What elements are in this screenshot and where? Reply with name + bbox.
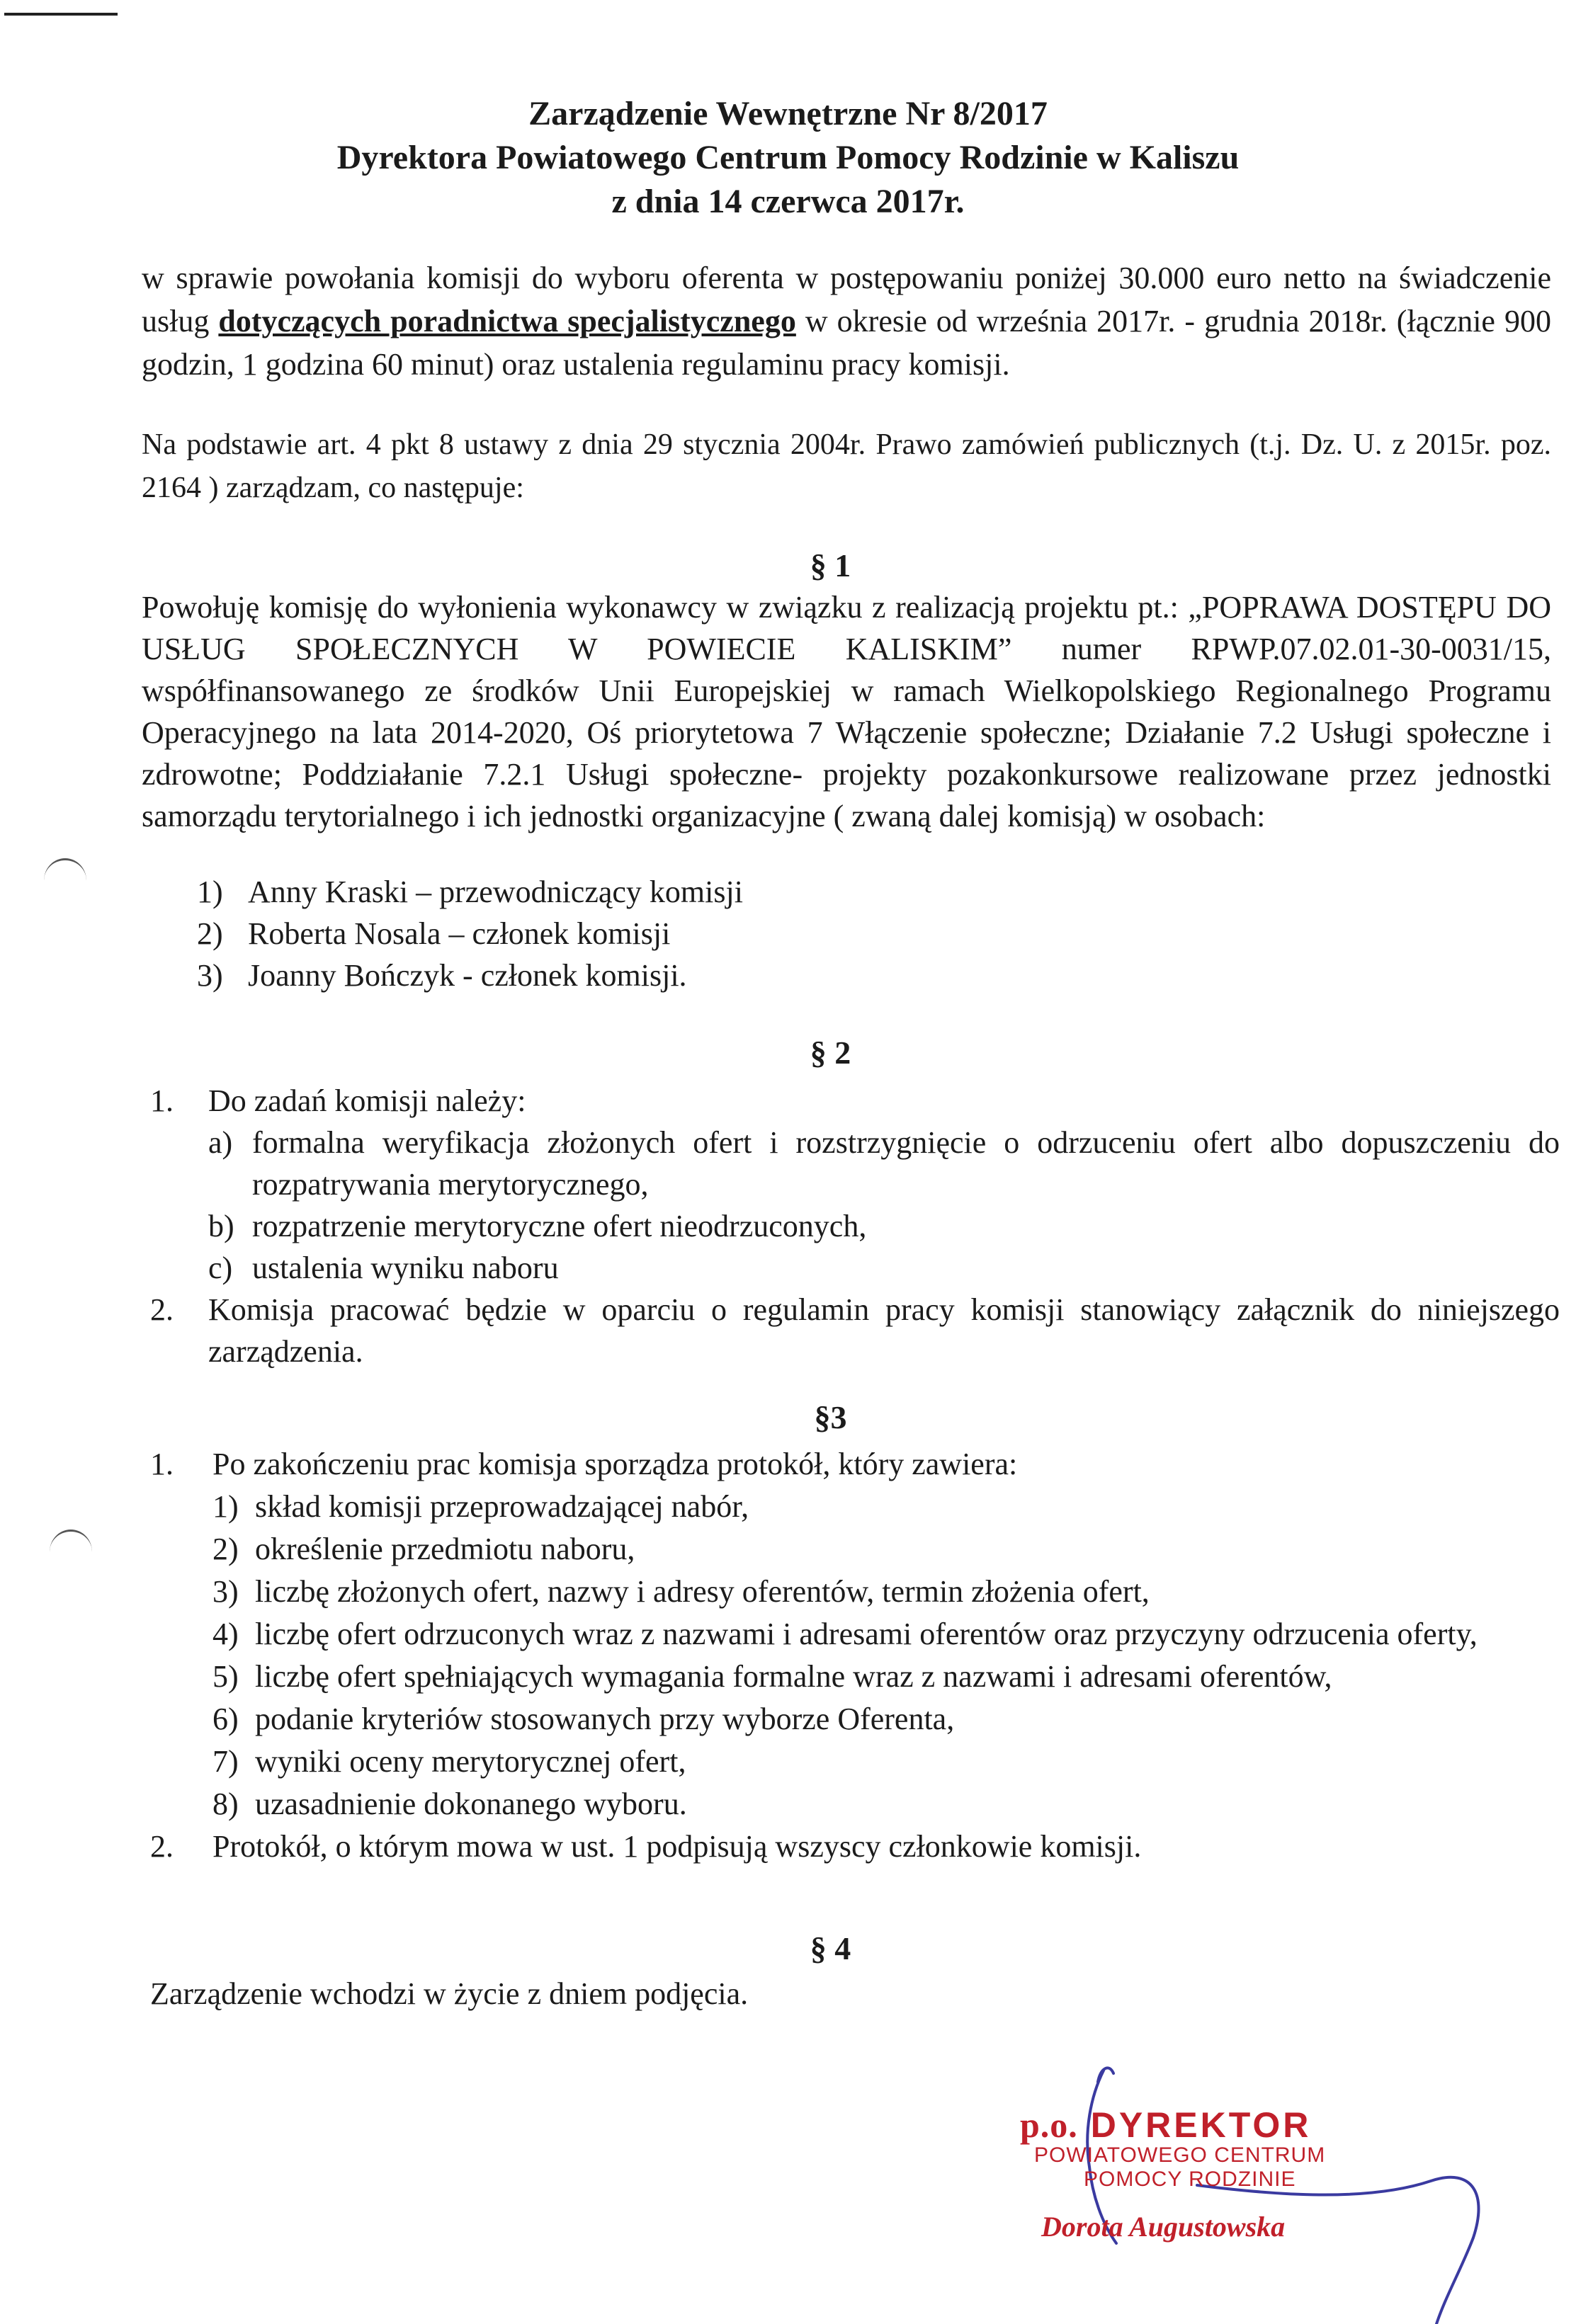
protocol-item-text: skład komisji przeprowadzającej nabór, [255, 1489, 749, 1524]
list-number: 2) [212, 1532, 239, 1566]
list-item [212, 1571, 1560, 1613]
header-date: z dnia 14 czerwca 2017r. [611, 183, 965, 220]
committee-tasks-list [208, 1122, 1560, 1289]
list-item [150, 1080, 1560, 1289]
protocol-item-text: uzasadnienie dokonanego wyboru. [255, 1787, 687, 1821]
section-2-mark: § 2 [810, 1035, 851, 1071]
member-text: Joanny Bończyk - członek komisji. [248, 958, 687, 993]
stamp-title [1020, 2107, 1374, 2143]
list-item [212, 1741, 1560, 1783]
list-letter: c) [208, 1251, 233, 1285]
list-item [208, 1122, 1560, 1205]
protocol-item-text: wyniki oceny merytorycznej ofert, [255, 1744, 686, 1779]
committee-members-list [197, 871, 834, 996]
member-text: Anny Kraski – przewodniczący komisji [248, 875, 743, 909]
protocol-item-text: liczbę ofert odrzuconych wraz z nazwami i adresami oferentów oraz przyczyny odrzucenia oferty, [255, 1617, 1478, 1651]
list-item [197, 871, 834, 913]
list-item [150, 1443, 1560, 1825]
item-text: Komisja pracować będzie w oparciu o regulamin pracy komisji stanowiący załącznik do niniejszego zarządzenia. [208, 1292, 1560, 1369]
stamp-role: DYREKTOR [1090, 2105, 1312, 2145]
list-item [150, 1289, 1560, 1372]
punch-hole-mark [44, 858, 86, 903]
item-text: Protokół, o którym mowa w ust. 1 podpisują wszyscy członkowie komisji. [212, 1829, 1142, 1864]
protocol-contents-list [212, 1486, 1560, 1825]
list-number: 1. [150, 1083, 174, 1118]
protocol-item-text: liczbę ofert spełniających wymagania formalne wraz z nazwami i adresami oferentów, [255, 1659, 1332, 1694]
list-number: 1) [197, 875, 223, 909]
section-3-mark: §3 [814, 1399, 847, 1435]
stamp-prefix: p.o. [1020, 2105, 1078, 2145]
subject-emphasis: dotyczących poradnictwa specjalistycznego [218, 304, 796, 338]
task-text: formalna weryfikacja złożonych ofert i rozstrzygnięcie o odrzuceniu ofert albo dopuszczeniu do rozpatrywania merytorycznego, [252, 1125, 1560, 1202]
list-number: 3) [212, 1574, 239, 1609]
stamp-org-line-1: POWIATOWEGO CENTRUM [1034, 2143, 1326, 2167]
section-1-text: Powołuję komisję do wyłonienia wykonawcy w związku z realizacją projektu pt.: „POPRAWA DOSTĘPU DO USŁUG SPOŁECZNYCH W POWIECIE KALISKIM” numer RPWP.07.02.01-30-0031/15, współfinansowanego ze środków Unii Europejskiej w ramach Wielkopolskiego Regionalnego Programu Operacyjnego na lata 2014-2020, Oś priorytetowa 7 Włączenie społeczne; Działanie 7.2 Usługi społeczne i zdrowotne; Poddziałanie 7.2.1 Usługi społeczne- projekty pozakonkursowe realizowane przez jednostki samorządu terytorialnego i ich jednostki organizacyjne ( zwaną dalej komisją) w osobach: [142, 590, 1551, 833]
protocol-item-text: podanie kryteriów stosowanych przy wyborze Oferenta, [255, 1702, 955, 1736]
list-number: 5) [212, 1659, 239, 1694]
list-number: 3) [197, 958, 223, 993]
header-issuer: Dyrektora Powiatowego Centrum Pomocy Rodzinie w Kaliszu [336, 139, 1240, 176]
list-number: 6) [212, 1702, 239, 1736]
list-item [197, 913, 834, 955]
member-text: Roberta Nosala – członek komisji [248, 916, 671, 951]
section-1-mark: § 1 [810, 547, 851, 583]
list-number: 2. [150, 1829, 174, 1864]
section-4-mark: § 4 [810, 1930, 851, 1966]
list-item [212, 1528, 1560, 1571]
list-number: 4) [212, 1617, 239, 1651]
protocol-item-text: określenie przedmiotu naboru, [255, 1532, 635, 1566]
list-number: 2. [150, 1292, 174, 1327]
section-2-list [150, 1080, 1560, 1372]
stamp-name: Dorota Augustowska [1041, 2211, 1286, 2243]
header-title: Zarządzenie Wewnętrzne Nr 8/2017 [528, 95, 1048, 132]
list-item [208, 1205, 1560, 1247]
list-item [197, 955, 834, 996]
legal-basis-paragraph: Na podstawie art. 4 pkt 8 ustawy z dnia 29 stycznia 2004r. Prawo zamówień publicznych (t.j. Dz. U. z 2015r. poz. 2164 ) zarządzam, co następuje: [142, 428, 1551, 504]
list-item [212, 1698, 1560, 1741]
top-rule [4, 13, 118, 16]
subject-text-end: w okresie od września 2017r. - grudnia 2018r. (łącznie 900 godzin, 1 godzina 60 minut) oraz ustalenia regulaminu pracy komisji. [142, 304, 1551, 382]
list-number: 8) [212, 1787, 239, 1821]
section-4-text: Zarządzenie wchodzi w życie z dniem podjęcia. [150, 1976, 749, 2011]
list-item [208, 1247, 1560, 1289]
list-item [212, 1656, 1560, 1698]
task-text: rozpatrzenie merytoryczne ofert nieodrzuconych, [252, 1209, 867, 1243]
list-number: 1. [150, 1447, 174, 1481]
list-item [212, 1783, 1560, 1825]
document-header [0, 92, 1576, 224]
protocol-item-text: liczbę złożonych ofert, nazwy i adresy oferentów, termin złożenia ofert, [255, 1574, 1150, 1609]
list-item [150, 1825, 1560, 1868]
subject-text-start: w sprawie powołania komisji do wyboru oferenta w postępowaniu poniżej 30.000 euro netto na świadczenie usług [142, 261, 1551, 338]
list-item [212, 1613, 1560, 1656]
subject-paragraph [142, 256, 1551, 386]
list-item [212, 1486, 1560, 1528]
list-letter: b) [208, 1209, 234, 1243]
list-number: 2) [197, 916, 223, 951]
item-text: Do zadań komisji należy: [208, 1083, 526, 1118]
list-number: 1) [212, 1489, 239, 1524]
official-stamp [1020, 2107, 1374, 2243]
list-number: 7) [212, 1744, 239, 1779]
punch-hole-mark [50, 1530, 92, 1574]
item-text: Po zakończeniu prac komisja sporządza protokół, który zawiera: [212, 1447, 1018, 1481]
list-letter: a) [208, 1125, 233, 1160]
stamp-org-line-2: POMOCY RODZINIE [1084, 2168, 1296, 2191]
section-3-list [150, 1443, 1560, 1868]
task-text: ustalenia wyniku naboru [252, 1251, 559, 1285]
